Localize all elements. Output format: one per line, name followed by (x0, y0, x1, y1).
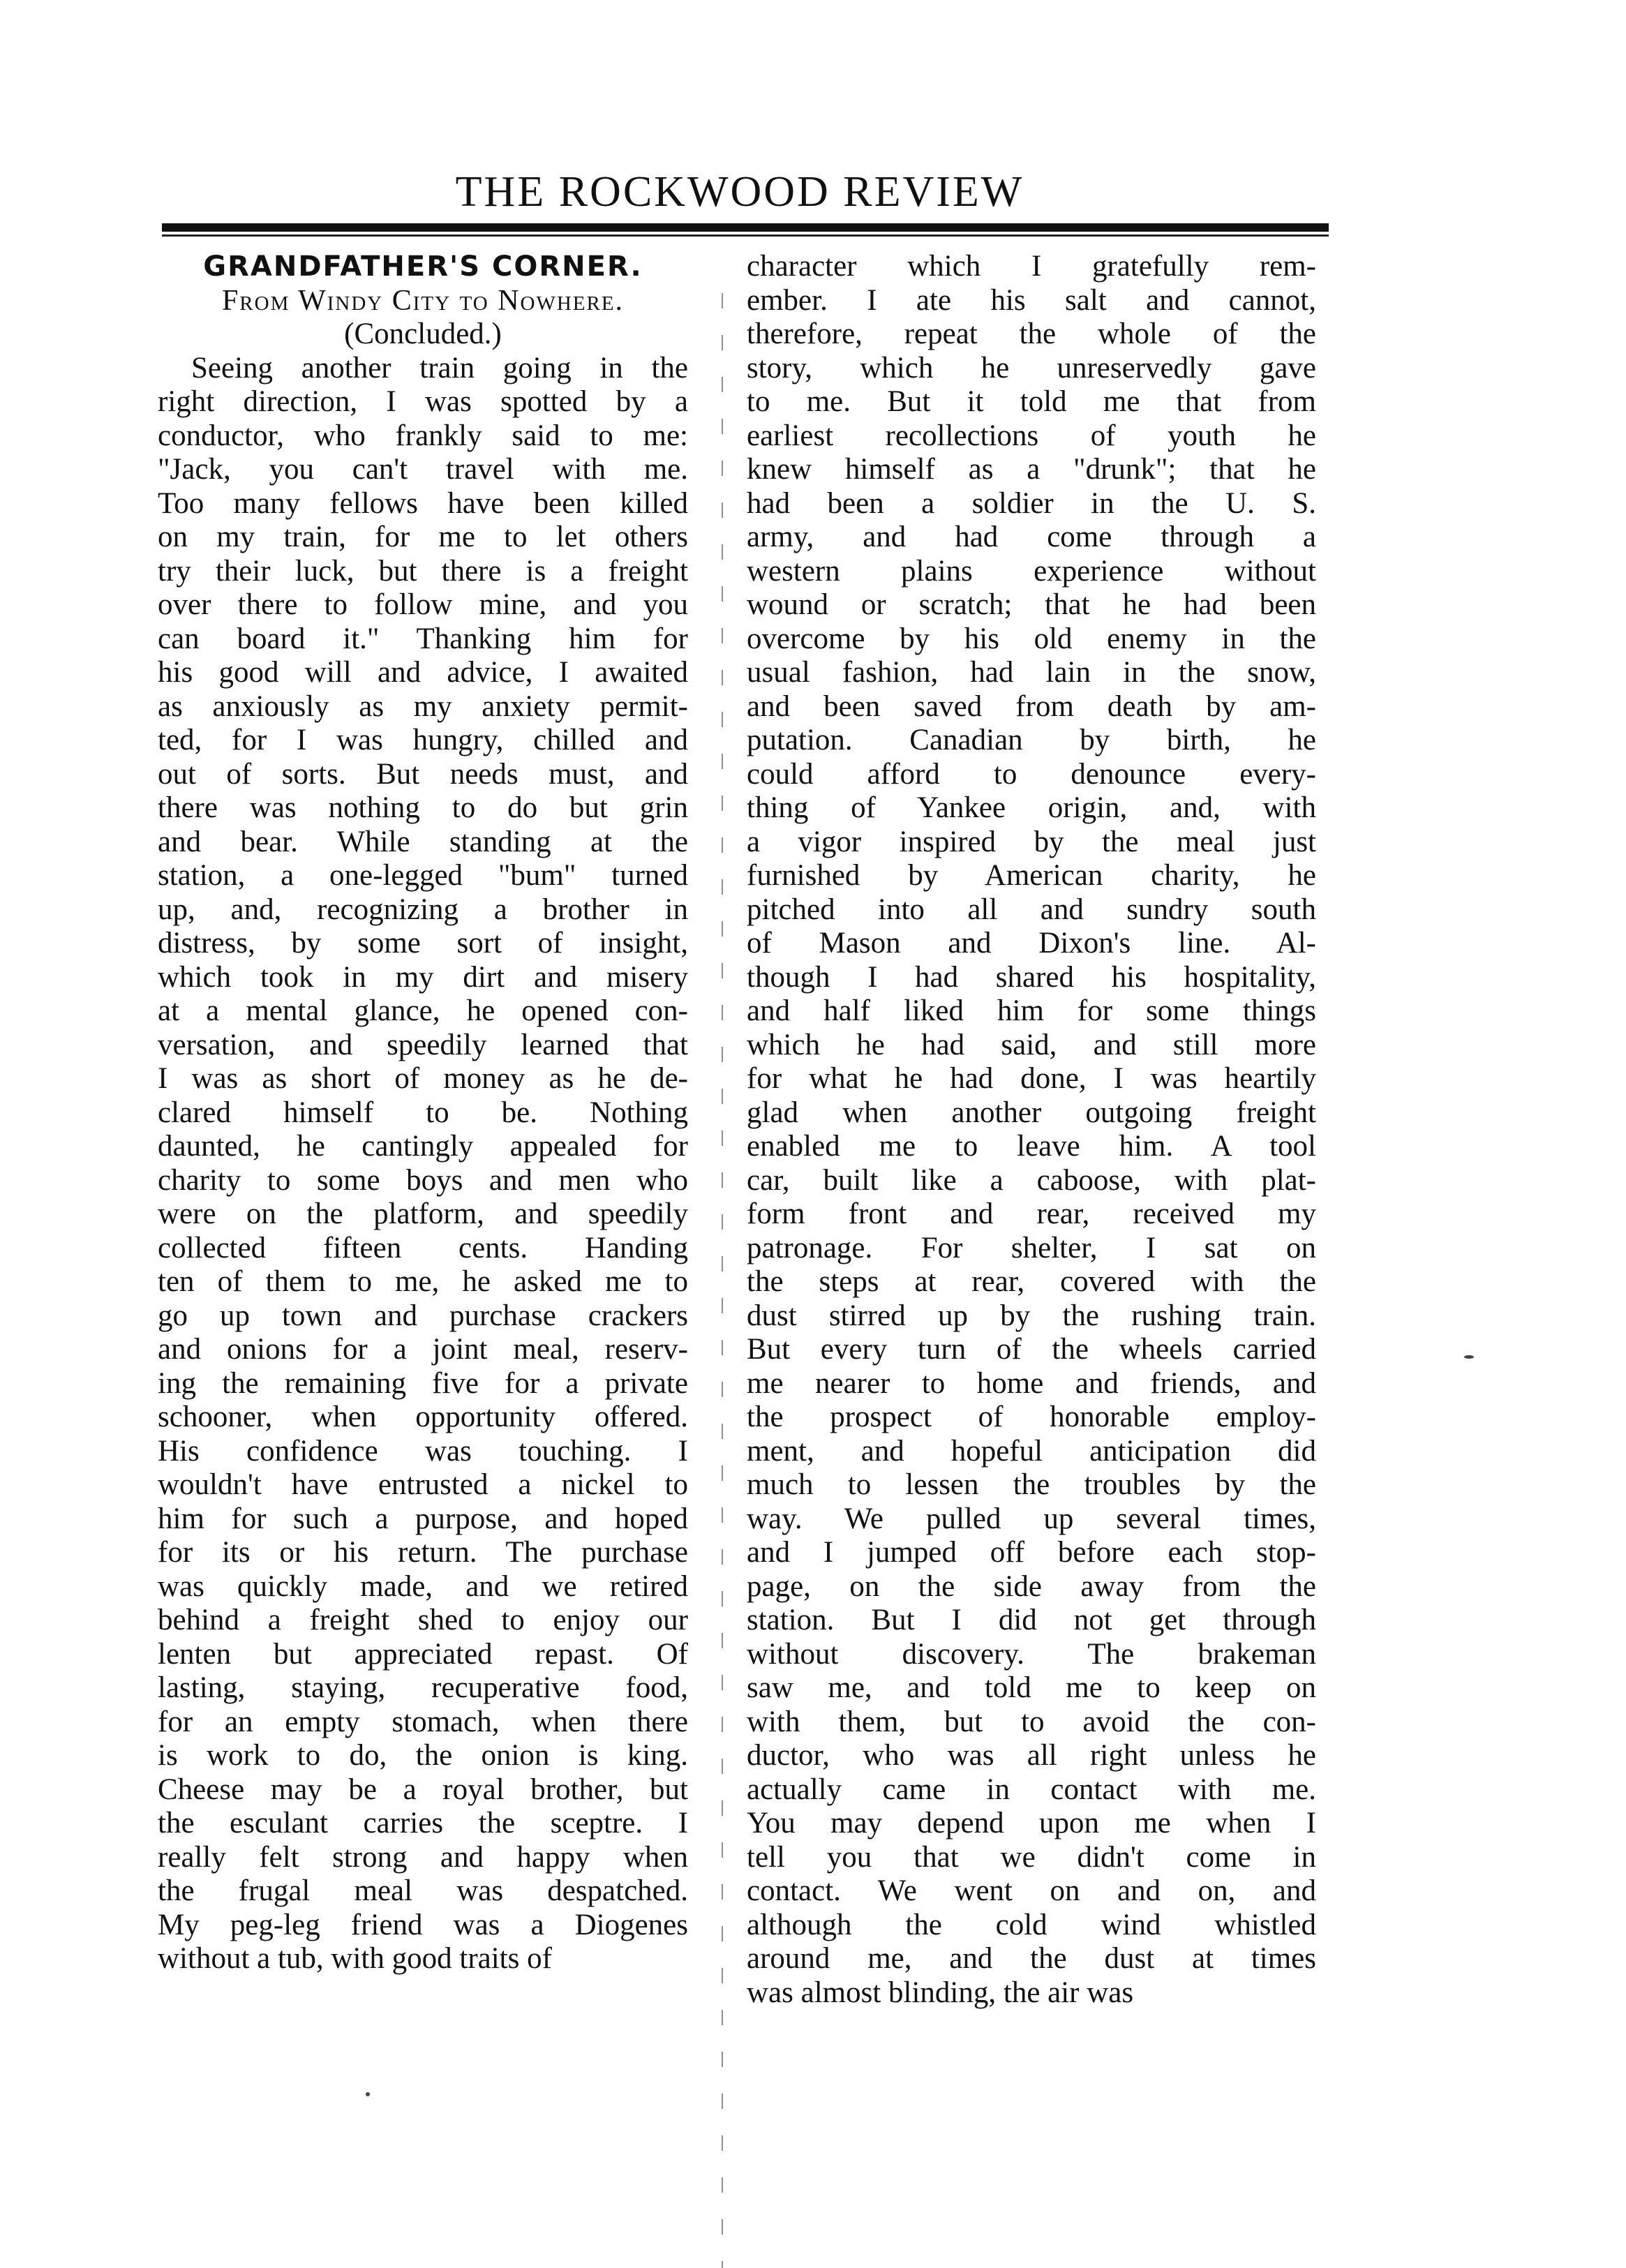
text-line: story, which he unreservedly gave (747, 351, 1316, 385)
text-line: Cheese may be a royal brother, but (158, 1773, 688, 1806)
text-line: western plains experience without (747, 554, 1316, 588)
text-line: behind a freight shed to enjoy our (158, 1604, 688, 1636)
text-line: conductor, who frankly said to me: (158, 419, 688, 452)
text-line: overcome by his old enemy in the (747, 622, 1316, 655)
text-line: wouldn't have entrusted a nickel to (158, 1468, 688, 1501)
text-line: distress, by some sort of insight, (158, 927, 688, 960)
text-line: pitched into all and sundry south (747, 893, 1316, 926)
print-speck (366, 2092, 370, 2096)
text-line: to me. But it told me that from (747, 385, 1316, 418)
text-line: way. We pulled up several times, (747, 1502, 1316, 1535)
text-line: glad when another outgoing freight (747, 1096, 1316, 1129)
text-line: were on the platform, and speedily (158, 1198, 688, 1230)
text-line: there was nothing to do but grin (158, 791, 688, 824)
text-line: as anxiously as my anxiety permit- (158, 689, 688, 723)
text-line: was almost blinding, the air was (747, 1976, 1134, 2009)
section-title: GRANDFATHER'S CORNER. (203, 251, 643, 283)
text-line: of Mason and Dixon's line. Al- (747, 927, 1316, 960)
text-line: which took in my dirt and misery (158, 960, 688, 994)
text-line: Too many fellows have been killed (158, 486, 688, 520)
text-line: try their luck, but there is a freight (158, 554, 688, 588)
text-line: really felt strong and happy when (158, 1840, 688, 1874)
text-line: without discovery. The brakeman (747, 1637, 1316, 1671)
text-line: is work to do, the onion is king. (158, 1739, 688, 1772)
article-title: From Windy City to Nowhere. (221, 284, 625, 317)
text-line: the steps at rear, covered with the (747, 1265, 1316, 1298)
text-line: saw me, and told me to keep on (747, 1671, 1316, 1704)
text-line: ductor, who was all right unless he (747, 1739, 1316, 1772)
left-column (158, 250, 688, 1976)
text-line: the frugal meal was despatched. (158, 1874, 688, 1907)
text-line: a vigor inspired by the meal just (747, 825, 1316, 858)
text-line: ember. I ate his salt and cannot, (747, 283, 1316, 317)
text-line: putation. Canadian by birth, he (747, 724, 1316, 756)
text-line: at a mental glance, he opened con- (158, 994, 688, 1027)
text-line: around me, and the dust at times (747, 1942, 1316, 1975)
text-line: character which I gratefully rem- (747, 250, 1316, 283)
text-line: daunted, he cantingly appealed for (158, 1130, 688, 1163)
text-line: form front and rear, received my (747, 1198, 1316, 1230)
text-line: and half liked him for some things (747, 994, 1316, 1027)
text-line: furnished by American charity, he (747, 859, 1316, 892)
text-line: can board it." Thanking him for (158, 622, 688, 655)
text-line: over there to follow mine, and you (158, 588, 688, 621)
text-line: with them, but to avoid the con- (747, 1705, 1316, 1738)
text-line: right direction, I was spotted by a (158, 385, 688, 418)
text-line: thing of Yankee origin, and, with (747, 791, 1316, 824)
text-line: and been saved from death by am- (747, 689, 1316, 723)
text-line: for what he had done, I was heartily (747, 1062, 1316, 1095)
text-line: although the cold wind whistled (747, 1908, 1316, 1941)
text-line: ing the remaining five for a private (158, 1366, 688, 1400)
right-column (747, 250, 1316, 2010)
text-line: his good will and advice, I awaited (158, 656, 688, 689)
text-line: I was as short of money as he de- (158, 1062, 688, 1095)
text-line: the prospect of honorable employ- (747, 1401, 1316, 1433)
header-rule (162, 223, 1329, 232)
text-line: and onions for a joint meal, reserv- (158, 1333, 688, 1366)
text-line: schooner, when opportunity offered. (158, 1401, 688, 1433)
text-line: usual fashion, had lain in the snow, (747, 656, 1316, 689)
text-line: me nearer to home and friends, and (747, 1366, 1316, 1400)
text-line: station. But I did not get through (747, 1604, 1316, 1636)
left-column-text (158, 352, 688, 1976)
article-note: (Concluded.) (344, 318, 502, 350)
running-title: THE ROCKWOOD REVIEW (455, 168, 1024, 216)
column-divider (722, 293, 723, 2268)
text-line: enabled me to leave him. A tool (747, 1130, 1316, 1163)
text-line: without a tub, with good traits of (158, 1942, 552, 1975)
text-line: for an empty stomach, when there (158, 1705, 688, 1738)
text-line: earliest recollections of youth he (747, 419, 1316, 452)
text-line: go up town and purchase crackers (158, 1299, 688, 1332)
header-rule-thin (162, 234, 1329, 237)
text-line: army, and had come through a (747, 521, 1316, 553)
text-line: and I jumped off before each stop- (747, 1536, 1316, 1569)
right-column-text (747, 250, 1316, 2010)
text-line: dust stirred up by the rushing train. (747, 1299, 1316, 1332)
text-line: charity to some boys and men who (158, 1163, 688, 1197)
text-line: But every turn of the wheels carried (747, 1333, 1316, 1366)
print-speck (1464, 1355, 1474, 1359)
text-line: out of sorts. But needs must, and (158, 757, 688, 791)
text-line: My peg-leg friend was a Diogenes (158, 1908, 688, 1941)
text-line: and bear. While standing at the (158, 825, 688, 858)
text-line: "Jack, you can't travel with me. (158, 453, 688, 486)
text-line: tell you that we didn't come in (747, 1840, 1316, 1874)
text-line: had been a soldier in the U. S. (747, 486, 1316, 520)
text-line: knew himself as a "drunk"; that he (747, 453, 1316, 486)
text-line: You may depend upon me when I (747, 1807, 1316, 1840)
text-line: versation, and speedily learned that (158, 1028, 688, 1061)
text-line: though I had shared his hospitality, (747, 960, 1316, 994)
text-line: was quickly made, and we retired (158, 1569, 688, 1603)
text-line: clared himself to be. Nothing (158, 1096, 688, 1129)
text-line: could afford to denounce every- (747, 757, 1316, 791)
text-line: station, a one-legged "bum" turned (158, 859, 688, 892)
text-line: wound or scratch; that he had been (747, 588, 1316, 621)
text-line: ment, and hopeful anticipation did (747, 1434, 1316, 1468)
text-line: lenten but appreciated repast. Of (158, 1637, 688, 1671)
text-line: collected fifteen cents. Handing (158, 1231, 688, 1264)
text-line: much to lessen the troubles by the (747, 1468, 1316, 1501)
text-line: up, and, recognizing a brother in (158, 893, 688, 926)
text-line: ten of them to me, he asked me to (158, 1265, 688, 1298)
text-line: patronage. For shelter, I sat on (747, 1231, 1316, 1264)
text-line: actually came in contact with me. (747, 1773, 1316, 1806)
text-line: on my train, for me to let others (158, 521, 688, 553)
text-line: therefore, repeat the whole of the (747, 318, 1316, 350)
text-line: lasting, staying, recuperative food, (158, 1671, 688, 1704)
text-line: for its or his return. The purchase (158, 1536, 688, 1569)
text-line: His confidence was touching. I (158, 1434, 688, 1468)
text-line: contact. We went on and on, and (747, 1874, 1316, 1907)
text-line: which he had said, and still more (747, 1028, 1316, 1061)
text-line: page, on the side away from the (747, 1569, 1316, 1603)
text-line: ted, for I was hungry, chilled and (158, 724, 688, 756)
text-line: the esculant carries the sceptre. I (158, 1807, 688, 1840)
text-line: car, built like a caboose, with plat- (747, 1163, 1316, 1197)
text-line: him for such a purpose, and hoped (158, 1502, 688, 1535)
text-line: Seeing another train going in the (191, 351, 688, 385)
